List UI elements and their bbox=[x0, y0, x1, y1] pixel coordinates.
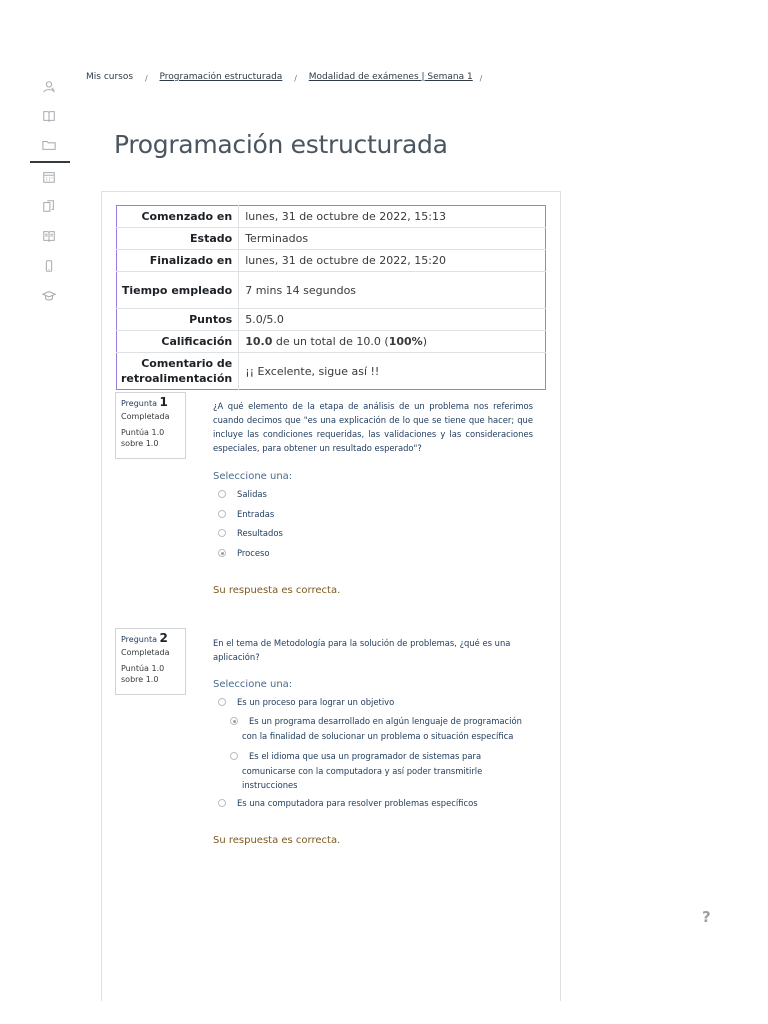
book-icon[interactable] bbox=[28, 101, 70, 131]
answer-option[interactable] bbox=[218, 695, 538, 710]
summary-value: 5.0/5.0 bbox=[245, 313, 284, 326]
radio-button[interactable] bbox=[218, 799, 226, 807]
breadcrumb bbox=[86, 72, 491, 82]
answer-option[interactable] bbox=[230, 714, 535, 743]
answer-option-label: Es un programa desarrollado en algún lenguaje de programación con la finalidad de solucionar un problema o situación específica bbox=[242, 716, 522, 741]
question-text: En el tema de Metodología para la solución de problemas, ¿qué es una aplicación? bbox=[213, 638, 511, 662]
answer-option[interactable] bbox=[218, 487, 538, 502]
graduation-cap-icon[interactable] bbox=[28, 281, 70, 311]
question-grade: Puntúa 1.0 sobre 1.0 bbox=[121, 428, 165, 448]
summary-row-state bbox=[117, 228, 546, 250]
answer-option[interactable] bbox=[230, 749, 520, 793]
answer-option-label: Entradas bbox=[237, 509, 275, 519]
grade-close: ) bbox=[422, 335, 427, 348]
question-number: 1 bbox=[159, 395, 168, 409]
question-label: Pregunta bbox=[121, 399, 157, 408]
summary-label: Finalizado en bbox=[149, 254, 233, 267]
radio-button[interactable] bbox=[218, 490, 226, 498]
summary-label: Calificación bbox=[161, 335, 233, 348]
breadcrumb-my-courses[interactable]: Mis cursos bbox=[86, 72, 134, 82]
help-button[interactable]: ? bbox=[702, 908, 711, 926]
folder-icon[interactable] bbox=[28, 130, 70, 160]
summary-value: Terminados bbox=[245, 232, 309, 245]
summary-row-grade bbox=[117, 331, 546, 353]
summary-row-marks bbox=[117, 309, 546, 331]
radio-button[interactable] bbox=[230, 752, 238, 760]
participants-icon[interactable] bbox=[28, 72, 70, 102]
breadcrumb-section-link[interactable]: Modalidad de exámenes | Semana 1 bbox=[308, 72, 473, 82]
question-state: Completada bbox=[121, 412, 170, 421]
calendar-icon[interactable] bbox=[28, 162, 70, 192]
page-title: Programación estructurada bbox=[114, 130, 448, 159]
select-one-prompt: Seleccione una: bbox=[213, 679, 293, 690]
answer-option-label: Es el idioma que usa un programador de sistemas para comunicarse con la computadora y así poder transmitirle instrucciones bbox=[242, 751, 483, 790]
grade-percent: 100% bbox=[388, 335, 423, 348]
grade-value: 10.0 bbox=[245, 335, 273, 348]
summary-value: lunes, 31 de octubre de 2022, 15:13 bbox=[245, 210, 446, 223]
answer-option-label: Proceso bbox=[237, 548, 270, 558]
summary-value: 7 mins 14 segundos bbox=[245, 283, 357, 297]
answer-option-label: Es un proceso para lograr un objetivo bbox=[237, 697, 395, 707]
question-info-box bbox=[115, 628, 186, 695]
breadcrumb-separator: / bbox=[479, 74, 483, 83]
grade-total: de un total de 10.0 ( bbox=[272, 335, 389, 348]
mobile-icon[interactable] bbox=[28, 251, 70, 281]
summary-row-started bbox=[117, 206, 546, 228]
copy-icon[interactable] bbox=[28, 191, 70, 221]
answer-option[interactable] bbox=[218, 507, 538, 522]
summary-label: Estado bbox=[190, 232, 233, 245]
answer-option[interactable] bbox=[218, 796, 538, 811]
radio-button[interactable] bbox=[218, 510, 226, 518]
answer-option[interactable] bbox=[218, 526, 538, 541]
book-open-icon[interactable] bbox=[28, 221, 70, 251]
breadcrumb-course-link[interactable]: Programación estructurada bbox=[159, 72, 283, 82]
breadcrumb-separator: / bbox=[144, 74, 148, 83]
question-grade: Puntúa 1.0 sobre 1.0 bbox=[121, 664, 165, 684]
summary-label: Comentario de retroalimentación bbox=[121, 357, 233, 385]
summary-label: Comenzado en bbox=[141, 210, 233, 223]
answer-option-label: Resultados bbox=[237, 528, 283, 538]
question-text: ¿A qué elemento de la etapa de análisis de un problema nos referimos cuando decimos que "es una explicación de lo que se tiene que hacer; que incluye las condiciones requeridas, las validaciones y las consideraciones especiales, para obtener un resultado esperado"? bbox=[213, 401, 533, 453]
question-feedback: Su respuesta es correcta. bbox=[213, 585, 341, 596]
question-info-box bbox=[115, 392, 186, 459]
radio-button[interactable] bbox=[218, 529, 226, 537]
select-one-prompt: Seleccione una: bbox=[213, 471, 293, 482]
question-state: Completada bbox=[121, 648, 170, 657]
radio-button-selected[interactable] bbox=[230, 717, 238, 725]
summary-row-feedback bbox=[117, 353, 546, 390]
question-label: Pregunta bbox=[121, 635, 157, 644]
question-number: 2 bbox=[159, 631, 168, 645]
summary-value bbox=[239, 331, 546, 353]
radio-button-selected[interactable] bbox=[218, 549, 226, 557]
summary-row-finished bbox=[117, 250, 546, 272]
summary-label: Puntos bbox=[189, 313, 233, 326]
answer-option-label: Es una computadora para resolver problemas específicos bbox=[237, 798, 478, 808]
answer-option[interactable] bbox=[218, 546, 538, 561]
answer-option-label: Salidas bbox=[237, 489, 267, 499]
radio-button[interactable] bbox=[218, 698, 226, 706]
breadcrumb-separator: / bbox=[294, 74, 297, 83]
summary-value: ¡¡ Excelente, sigue así !! bbox=[245, 364, 380, 378]
summary-label: Tiempo empleado bbox=[121, 283, 233, 297]
question-feedback: Su respuesta es correcta. bbox=[213, 835, 341, 846]
attempt-summary-table bbox=[116, 205, 546, 390]
summary-value: lunes, 31 de octubre de 2022, 15:20 bbox=[245, 254, 446, 267]
summary-row-time-taken bbox=[117, 272, 546, 309]
